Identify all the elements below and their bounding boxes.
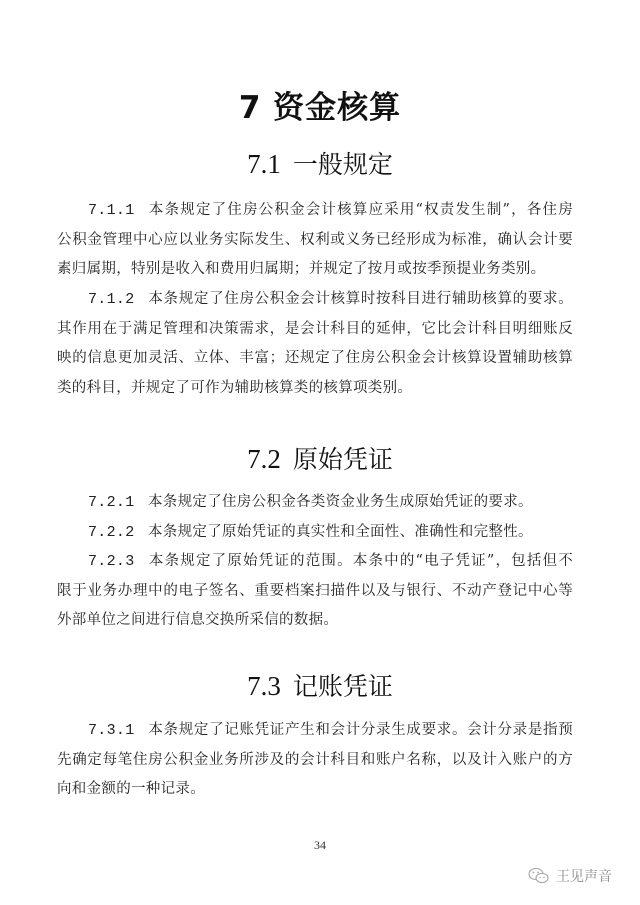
section-number: 7.3 xyxy=(247,671,281,701)
watermark xyxy=(528,864,612,888)
clause-line: 外部单位之间进行信息交换所采信的数据。 xyxy=(57,612,339,628)
clause-line: 素归属期，特别是收入和费用归属期；并规定了按月或按季预提业务类别。 xyxy=(57,261,546,277)
section-title-7-3 xyxy=(0,667,640,703)
clause-line: 7.1.1 本条规定了住房公积金会计核算应采用“权责发生制”，各住房 xyxy=(57,196,573,226)
section-heading: 一般规定 xyxy=(292,150,393,179)
section-title-7-2 xyxy=(0,440,640,476)
clause-line: 先确定每笔住房公积金业务所涉及的会计科目和账户名称，以及计入账户的方 xyxy=(57,751,573,768)
clause-number: 7.1.1 xyxy=(88,202,135,219)
clause-line: 7.2.2 本条规定了原始凭证的真实性和全面性、准确性和完整性。 xyxy=(57,518,573,548)
section-number: 7.1 xyxy=(247,149,281,179)
clause-line: 类的科目，并规定了可作为辅助核算类的核算项类别。 xyxy=(57,379,413,396)
section-number: 7.2 xyxy=(247,444,281,474)
clause-7-2-1 xyxy=(57,488,573,518)
clause-7-2-2 xyxy=(57,518,573,548)
clause-7-1-2 xyxy=(57,285,573,403)
chapter-title: 7 资金核算 xyxy=(238,90,402,126)
watermark-text: 王见声音 xyxy=(556,869,612,885)
page-number: 34 xyxy=(314,838,326,852)
clause-number: 7.2.1 xyxy=(88,494,135,511)
clause-number: 7.3.1 xyxy=(88,722,135,739)
clause-7-3-1 xyxy=(57,716,573,805)
clause-line: 7.3.1 本条规定了记账凭证产生和会计分录生成要求。会计分录是指预 xyxy=(57,716,573,746)
section-heading: 原始凭证 xyxy=(292,445,393,474)
clause-line: 7.2.3 本条规定了原始凭证的范围。本条中的“电子凭证”，包括但不 xyxy=(57,547,573,577)
clause-line: 7.1.2 本条规定了住房公积金会计核算时按科目进行辅助核算的要求。 xyxy=(57,285,573,315)
clause-line: 限于业务办理中的电子签名、重要档案扫描件以及与银行、不动产登记中心等 xyxy=(57,582,573,599)
section-heading: 记账凭证 xyxy=(292,672,393,701)
section-title-7-1 xyxy=(0,145,640,181)
clause-number: 7.2.2 xyxy=(88,524,135,541)
wechat-icon xyxy=(528,867,550,885)
clause-7-1-1 xyxy=(57,196,573,285)
clause-number: 7.2.3 xyxy=(88,553,135,570)
clause-line: 映的信息更加灵活、立体、丰富；还规定了住房公积金会计核算设置辅助核算 xyxy=(57,350,573,366)
clause-line: 7.2.1 本条规定了住房公积金各类资金业务生成原始凭证的要求。 xyxy=(57,488,573,518)
clause-line: 公积金管理中心应以业务实际发生、权利或义务已经形成为标准，确认会计要 xyxy=(57,231,573,248)
clause-7-2-3 xyxy=(57,547,573,636)
clause-line: 其作用在于满足管理和决策需求，是会计科目的延伸，它比会计科目明细账反 xyxy=(57,320,573,337)
clause-line: 向和金额的一种记录。 xyxy=(57,781,205,797)
clause-number: 7.1.2 xyxy=(88,291,135,308)
